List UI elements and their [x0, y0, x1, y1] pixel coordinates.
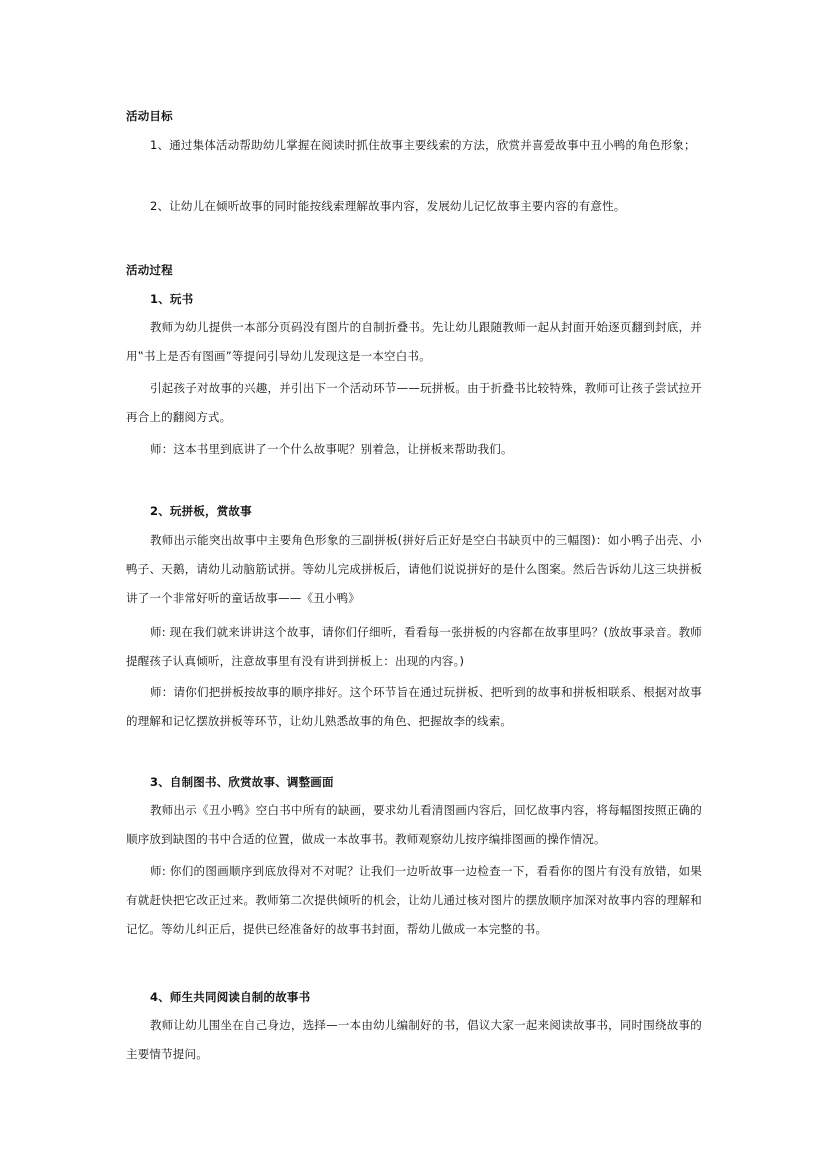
step-1-para-2: 引起孩子对故事的兴趣，并引出下一个活动环节——玩拼板。由于折叠书比较特殊，教师可让孩子尝试拉开再合上的翻阅方式。 [126, 381, 702, 424]
step-1-para-1: 教师为幼儿提供一本部分页码没有图片的自制折叠书。先让幼儿跟随教师一起从封面开始逐页翻到封底，并用‟书上是否有图画”等提问引导幼儿发现这是一本空白书。 [126, 320, 702, 363]
step-4-para-1: 教师让幼儿围坐在自己身边，选择—一本由幼儿编制好的书，倡议大家一起来阅读故事书，同时围绕故事的主要情节提问。 [126, 1018, 702, 1061]
step-3-para-1: 教师出示《丑小鸭》空白书中所有的缺画，要求幼儿看清图画内容后，回忆故事内容，将每幅图按照正确的顺序放到缺图的书中合适的位置，做成一本故事书。教师观察幼儿按序编排图画的操作情况。 [126, 803, 702, 846]
step-4-title: 4、师生共同阅读自制的故事书 [150, 990, 311, 1004]
step-2-title: 2、玩拼板，赏故事 [150, 504, 252, 518]
goals-heading: 活动目标 [126, 109, 173, 123]
step-2-para-1: 教师出示能突出故事中主要角色形象的三副拼板(拼好后正好是空白书缺页中的三幅图)：如小鸭子出壳、小鸭子、天鹅，请幼儿动脑筋试拼。等幼儿完成拼板后，请他们说说拼好的是什么图案。然后告诉幼儿这三块拼板讲了一个非常好听的童话故事——《丑小鸭》 [126, 533, 702, 605]
step-3-para-2: 师: 你们的图画顺序到底放得对不对呢？让我们一边听故事一边检查一下，看看你的图片有没有放错，如果有就赶快把它改正过来。教师第二次提供倾听的机会，让幼儿通过核对图片的摆放顺序加深对故事内容的理解和记忆。等幼儿纠正后，提供已经准备好的故事书封面，帮幼儿做成一本完整的书。 [126, 864, 702, 936]
step-2-para-2: 师: 现在我们就来讲讲这个故事，请你们仔细听，看看每一张拼板的内容都在故事里吗？(放故事录音。教师提醒孩子认真倾听，注意故事里有没有讲到拼板上：出现的内容。) [126, 625, 702, 668]
goal-item-1: 1、通过集体活动帮助幼儿掌握在阅读时抓住故事主要线索的方法，欣赏并喜爱故事中丑小鸭的角色形象； [150, 138, 696, 152]
step-3-title: 3、自制图书、欣赏故事、调整画面 [150, 775, 334, 789]
step-1-para-3: 师：这本书里到底讲了一个什么故事呢？别着急，让拼板来帮助我们。 [150, 442, 513, 456]
process-heading: 活动过程 [126, 263, 173, 277]
step-1-title: 1、玩书 [150, 292, 194, 306]
goal-item-2: 2、让幼儿在倾听故事的同时能按线索理解故事内容，发展幼儿记忆故事主要内容的有意性。 [150, 199, 626, 213]
step-2-para-3: 师：请你们把拼板按故事的顺序排好。这个环节旨在通过玩拼板、把听到的故事和拼板相联系、根据对故事的理解和记忆摆放拼板等环节，让幼儿熟悉故事的角色、把握故李的线索。 [126, 685, 702, 728]
